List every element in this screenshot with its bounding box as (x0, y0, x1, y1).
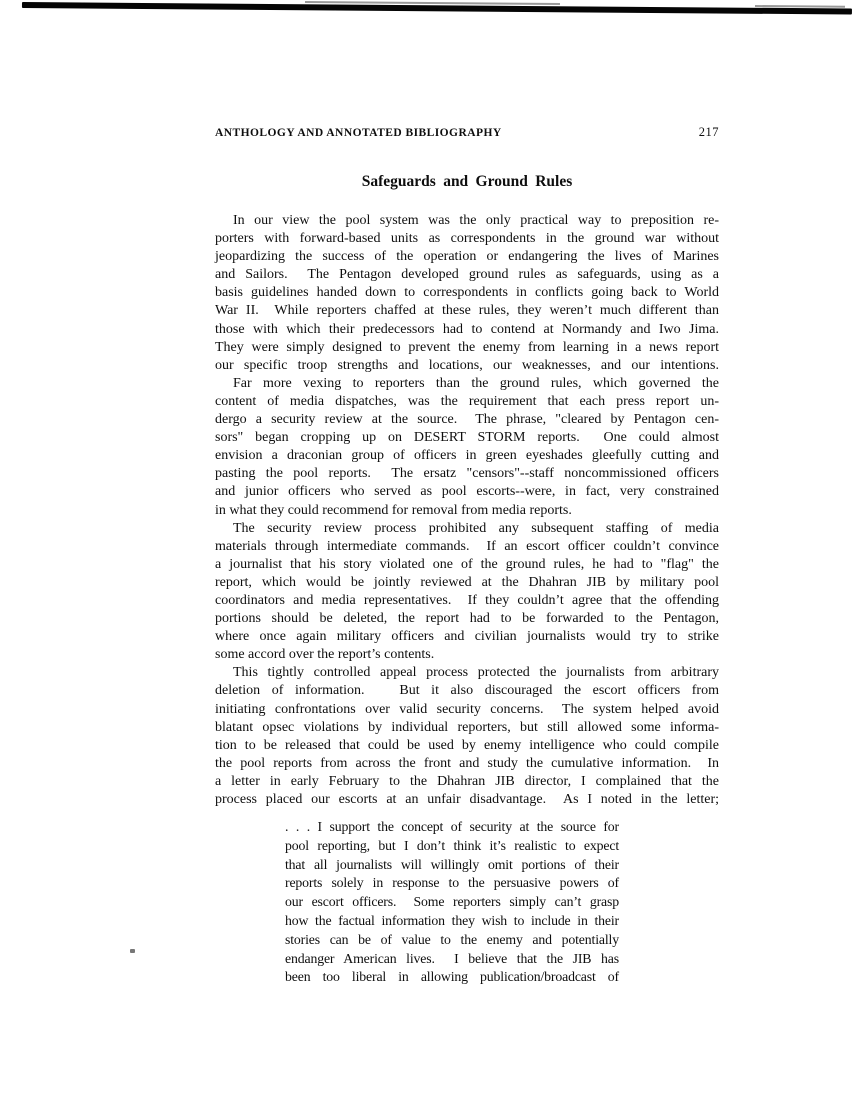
running-head-title: ANTHOLOGY AND ANNOTATED BIBLIOGRAPHY (215, 127, 502, 139)
text-line: where once again military officers and civilian journalists would try to strike (215, 629, 719, 645)
text-line: portions should be deleted, the report had to be forwarded to the Pentagon, (215, 611, 719, 627)
text-line: dergo a security review at the source. The phrase, "cleared by Pentagon cen- (215, 412, 719, 428)
text-line: been too liberal in allowing publication/broadcast of (285, 969, 619, 985)
text-line: initiating confrontations over valid security concerns. The system helped avoid (215, 701, 719, 717)
page-content (215, 125, 719, 987)
running-head (215, 125, 719, 140)
text-line: . . . I support the concept of security at the source for (285, 819, 619, 835)
block-quote (285, 818, 619, 987)
paragraph (215, 664, 719, 809)
text-line: In our view the pool system was the only practical way to preposition re- (233, 213, 719, 228)
text-line: materials through intermediate commands. If an escort officer couldn’t convince (215, 538, 719, 554)
body-paragraphs (215, 212, 719, 809)
text-line: envision a draconian group of officers in green eyeshades gleefully cutting and (215, 448, 719, 464)
text-line: process placed our escorts at an unfair disadvantage. As I noted in the letter; (215, 792, 719, 807)
text-line: the pool reports from across the front and study the cumulative information. In (215, 755, 719, 771)
text-line: basis guidelines handed down to correspondents in conflicts going back to World (215, 285, 719, 301)
text-line: some accord over the report’s contents. (215, 647, 435, 663)
text-line: coordinators and media representatives. If they couldn’t agree that the offending (215, 592, 719, 608)
paragraph (215, 375, 719, 520)
text-line: and Sailors. The Pentagon developed ground rules as safeguards, using as a (215, 267, 719, 283)
text-line: reports solely in response to the persuasive powers of (285, 875, 619, 891)
paragraph (215, 520, 719, 665)
scan-artifact-speck (130, 949, 135, 953)
text-line: The security review process prohibited any subsequent staffing of media (233, 520, 719, 536)
text-line: report, which would be jointly reviewed at the Dhahran JIB by military pool (215, 574, 719, 590)
text-line: our escort officers. Some reporters simply can’t grasp (285, 894, 619, 910)
text-line: endanger American lives. I believe that the JIB has (285, 950, 619, 966)
text-line: They were simply designed to prevent the enemy from learning in a news report (215, 339, 719, 355)
text-line: in what they could recommend for removal from media reports. (215, 502, 572, 518)
text-line: pool reporting, but I don’t think it’s realistic to expect (285, 837, 619, 853)
text-line: This tightly controlled appeal process protected the journalists from arbitrary (233, 665, 719, 681)
text-line: sors" began cropping up on DESERT STORM reports. One could almost (215, 430, 719, 446)
text-line: content of media dispatches, was the requirement that each press report un- (215, 393, 719, 409)
text-line: our specific troop strengths and locations, our weaknesses, and our intentions. (215, 357, 719, 373)
page-number: 217 (698, 125, 719, 139)
text-line: and junior officers who served as pool escorts--were, in fact, very constrained (215, 484, 719, 500)
text-line: porters with forward-based units as correspondents in the ground war without (215, 231, 719, 247)
text-line: stories can be of value to the enemy and potentially (285, 931, 619, 947)
text-line: deletion of information. But it also discouraged the escort officers from (215, 683, 719, 699)
text-line: tion to be released that could be used by enemy intelligence who could compile (215, 737, 719, 753)
text-line: how the factual information they wish to include in their (285, 913, 619, 929)
text-line: War II. While reporters chaffed at these rules, they weren’t much different than (215, 303, 719, 319)
text-line: pasting the pool reports. The ersatz "censors"--staff noncommissioned officers (215, 466, 719, 482)
text-line: blatant opsec violations by individual reporters, but still allowed some informa- (215, 719, 719, 735)
text-line: that all journalists will willingly omit portions of their (285, 856, 619, 872)
section-title: Safeguards and Ground Rules (361, 173, 573, 190)
text-line: jeopardizing the success of the operation or endangering the lives of Marines (215, 249, 719, 265)
text-line: Far more vexing to reporters than the ground rules, which governed the (233, 375, 719, 391)
text-line: a journalist that his story violated one of the ground rules, he had to "flag" the (215, 556, 719, 572)
text-line: those with which their predecessors had to contend at Normandy and Iwo Jima. (215, 321, 719, 337)
paragraph (215, 212, 719, 375)
text-line: a letter in early February to the Dhahran JIB director, I complained that the (215, 773, 719, 789)
